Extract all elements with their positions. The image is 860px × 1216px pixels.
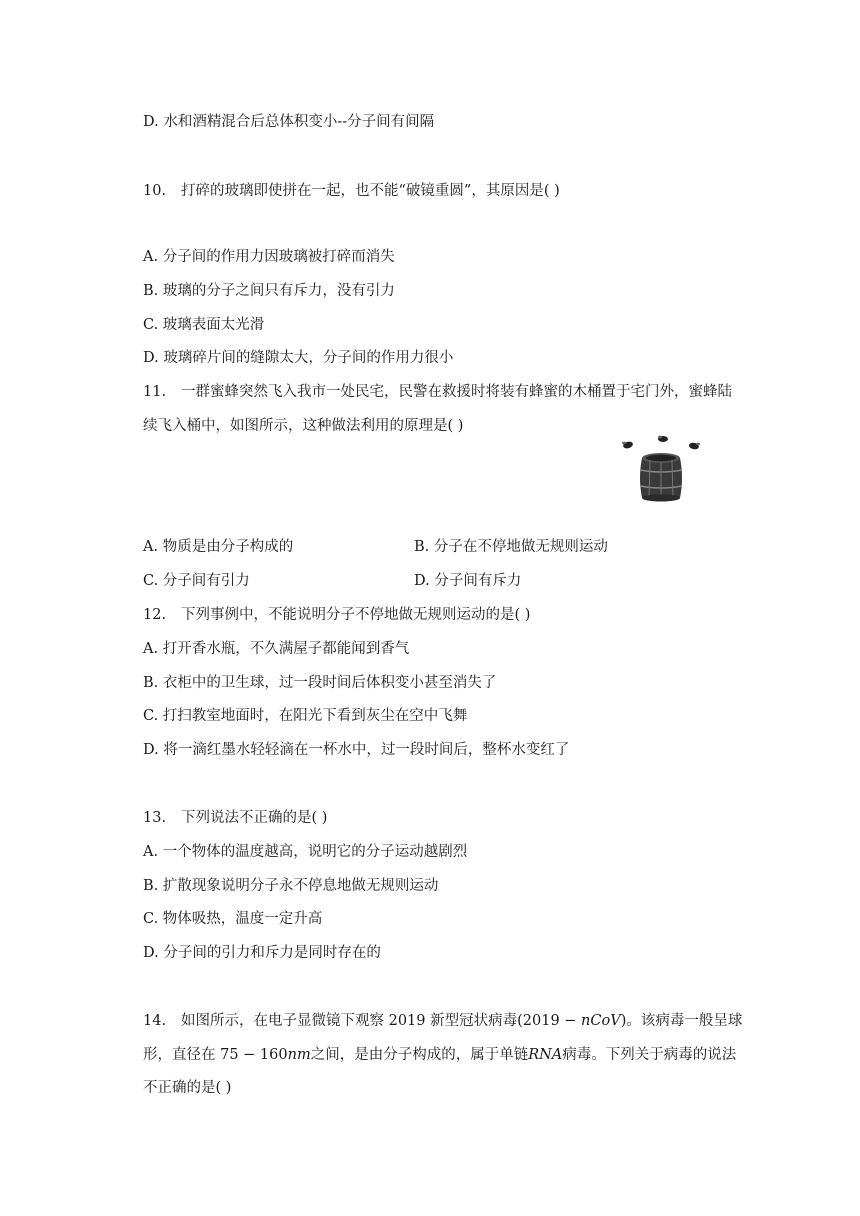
q12-stem-text: 下列事例中，不能说明分子不停地做无规则运动的是( ) [181, 607, 531, 623]
q10-stem-text: 打碎的玻璃即使拼在一起，也不能“破镜重圆”，其原因是( ) [181, 183, 560, 199]
q13-number: 13. [143, 810, 167, 826]
q10-option-c: C. 玻璃表面太光滑 [143, 317, 265, 333]
q11-stem-line1 [143, 382, 732, 402]
q10-number: 10. [143, 183, 167, 199]
q10-option-a: A. 分子间的作用力因玻璃被打碎而消失 [143, 249, 395, 265]
q10-option-b: B. 玻璃的分子之间只有斥力，没有引力 [143, 283, 395, 299]
q14-stem-text2a: 形，直径在 75 − 160 [143, 1047, 288, 1063]
q12-option-a: A. 打开香水瓶，不久满屋子都能闻到香气 [143, 641, 410, 657]
q14-number: 14. [143, 1013, 167, 1029]
q11-option-b: B. 分子在不停地做无规则运动 [414, 539, 608, 555]
q11-option-a: A. 物质是由分子构成的 [143, 539, 294, 555]
q12-number: 12. [143, 607, 167, 623]
q12-stem [143, 605, 530, 625]
q13-stem [143, 808, 327, 828]
q13-stem-text: 下列说法不正确的是( ) [181, 810, 328, 826]
q14-math-nm: nm [287, 1047, 311, 1063]
q14-stem-text2c: 病毒。下列关于病毒的说法 [562, 1047, 737, 1063]
q14-stem-text1b: )。该病毒一般呈球 [620, 1013, 743, 1029]
q14-stem-text2b: 之间，是由分子构成的，属于单链 [310, 1047, 529, 1063]
q10-stem [143, 181, 560, 201]
q9-option-d: D. 水和酒精混合后总体积变小--分子间有间隔 [143, 114, 435, 130]
q14-stem-line3: 不正确的是( ) [143, 1080, 232, 1096]
bee-barrel-figure [614, 432, 714, 510]
q13-option-d: D. 分子间的引力和斥力是同时存在的 [143, 945, 381, 961]
q13-option-b: B. 扩散现象说明分子永不停息地做无规则运动 [143, 878, 439, 894]
q13-option-a: A. 一个物体的温度越高，说明它的分子运动越剧烈 [143, 844, 468, 860]
q14-stem-text1a: 如图所示，在电子显微镜下观察 2019 新型冠状病毒(2019 − [181, 1013, 582, 1029]
q11-stem-line2: 续飞入桶中，如图所示，这种做法利用的原理是( ) [143, 418, 464, 434]
q11-option-c: C. 分子间有引力 [143, 573, 250, 589]
q14-math-ncov: nCoV [581, 1013, 621, 1029]
q11-number: 11. [143, 384, 167, 400]
q12-option-d: D. 将一滴红墨水轻轻滴在一杯水中，过一段时间后，整杯水变红了 [143, 742, 570, 758]
q14-math-rna: RNA [528, 1047, 563, 1063]
q11-stem-text1: 一群蜜蜂突然飞入我市一处民宅，民警在救援时将装有蜂蜜的木桶置于宅门外，蜜蜂陆 [181, 384, 732, 400]
q11-option-d: D. 分子间有斥力 [414, 573, 522, 589]
q14-stem-line1 [143, 1011, 742, 1031]
q14-stem-line2 [143, 1045, 736, 1065]
q12-option-b: B. 衣柜中的卫生球，过一段时间后体积变小甚至消失了 [143, 675, 497, 691]
q13-option-c: C. 物体吸热，温度一定升高 [143, 911, 323, 927]
q10-option-d: D. 玻璃碎片间的缝隙太大，分子间的作用力很小 [143, 350, 454, 366]
q12-option-c: C. 打扫教室地面时，在阳光下看到灰尘在空中飞舞 [143, 708, 468, 724]
barrel-icon [640, 453, 682, 502]
